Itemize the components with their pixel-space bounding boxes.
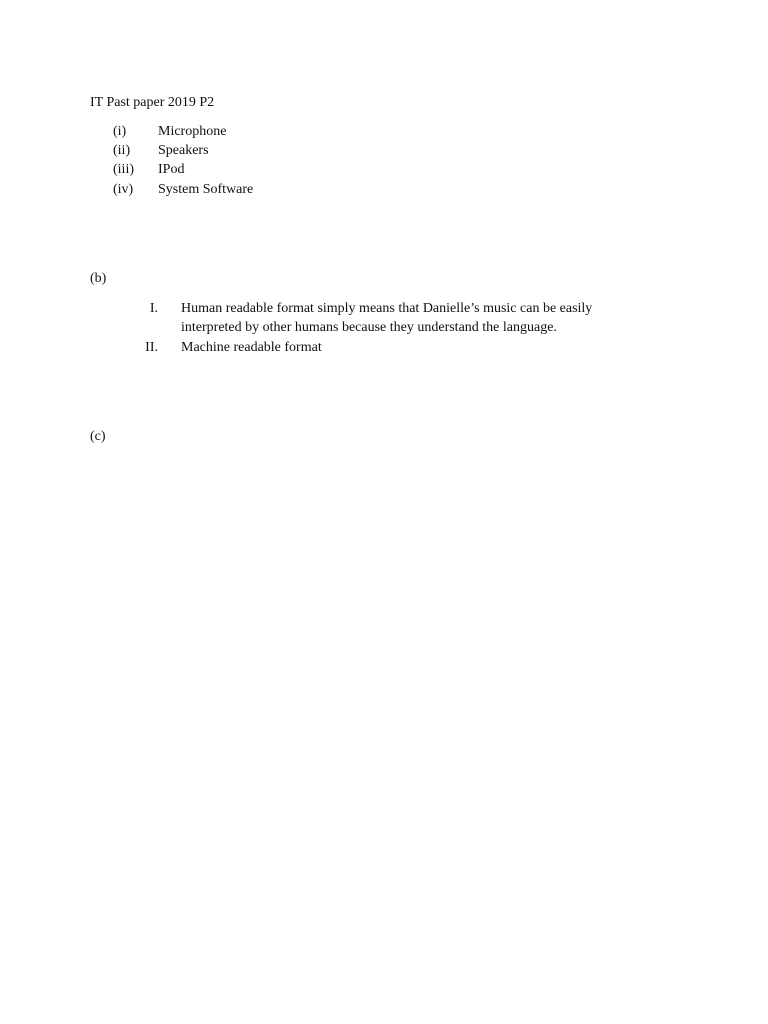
page-title: IT Past paper 2019 P2 xyxy=(90,95,215,110)
item-text-line: Machine readable format xyxy=(181,340,322,355)
item-number: (i) xyxy=(113,124,127,139)
item-text: IPod xyxy=(158,162,185,177)
section-label-c: (c) xyxy=(90,429,106,444)
item-number: (iii) xyxy=(113,162,134,177)
item-number: (ii) xyxy=(113,143,131,158)
section-label-b: (b) xyxy=(90,271,107,286)
item-text-line: Human readable format simply means that Danielle’s music can be easily xyxy=(181,301,593,316)
item-text: System Software xyxy=(158,182,254,197)
item-text: Microphone xyxy=(158,124,227,139)
item-number: II. xyxy=(145,340,158,355)
item-number: (iv) xyxy=(113,182,134,197)
item-text-line: interpreted by other humans because they understand the language. xyxy=(181,320,557,335)
item-number: I. xyxy=(149,301,158,316)
item-text: Speakers xyxy=(158,143,209,158)
